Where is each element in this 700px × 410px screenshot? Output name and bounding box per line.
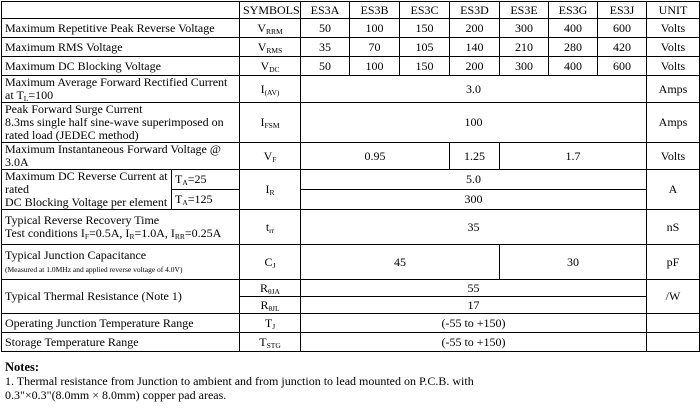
- value-cell: 45: [301, 245, 500, 280]
- unit-cell: /W: [647, 280, 700, 314]
- table-row-ifsm: [2, 103, 700, 143]
- value-cell: 100: [301, 103, 647, 143]
- header-symbols: SYMBOLS: [240, 2, 301, 19]
- header-device-es3e: ES3E: [500, 2, 549, 19]
- value-cell: 150: [400, 19, 450, 38]
- value-cell: 300: [301, 190, 647, 210]
- unit-cell: Volts: [647, 143, 700, 170]
- value-cell: 100: [350, 57, 400, 76]
- header-device-es3a: ES3A: [301, 2, 350, 19]
- symbol-cell: $T_{STG}$: [240, 333, 301, 352]
- header-device-es3d: ES3D: [450, 2, 500, 19]
- symbol-cell: $I_{(AV)}$: [240, 76, 301, 103]
- note-line-1: 1. Thermal resistance from Junction to ambient and from junction to lead mounted on P.C.B. with: [5, 374, 474, 388]
- value-cell: 3.0: [301, 76, 647, 103]
- table-row-tstg: [2, 333, 700, 352]
- header-device-es3g: ES3G: [549, 2, 598, 19]
- value-cell: 140: [450, 38, 500, 57]
- notes-section: [5, 360, 474, 402]
- param-label: Peak Forward Surge Current 8.3ms single half sine-wave superimposed on rated load (JEDEC method): [2, 103, 240, 143]
- symbol-cell: $R_{\theta JA}$: [240, 280, 301, 297]
- param-label: Maximum Average Forward Rectified Current at $T_L=100$: [2, 76, 240, 103]
- value-cell: 150: [400, 57, 450, 76]
- value-cell: 17: [301, 297, 647, 314]
- value-cell: 100: [350, 19, 400, 38]
- value-cell: 70: [350, 38, 400, 57]
- param-label: Typical Thermal Resistance (Note 1): [2, 280, 240, 314]
- header-device-es3c: ES3C: [400, 2, 450, 19]
- value-cell: 400: [549, 57, 598, 76]
- header-blank: [2, 2, 240, 19]
- param-label: Storage Temperature Range: [2, 333, 240, 352]
- unit-cell: [647, 333, 700, 352]
- symbol-cell: $T_J$: [240, 314, 301, 333]
- header-unit: UNIT: [647, 2, 700, 19]
- symbol-cell: $V_{RMS}$: [240, 38, 301, 57]
- value-cell: 210: [500, 38, 549, 57]
- unit-cell: Volts: [647, 19, 700, 38]
- ratings-table: [1, 1, 700, 352]
- value-cell: 30: [500, 245, 647, 280]
- header-device-es3j: ES3J: [598, 2, 647, 19]
- symbol-cell: $V_{DC}$: [240, 57, 301, 76]
- param-label: Typical Junction Capacitance (Measured at 1.0MHz and applied reverse voltage of 4.0V): [2, 245, 240, 280]
- value-cell: 600: [598, 19, 647, 38]
- symbol-cell: $I_{FSM}$: [240, 103, 301, 143]
- header-device-es3b: ES3B: [350, 2, 400, 19]
- unit-cell: nS: [647, 210, 700, 245]
- symbol-cell: $t_{rr}$: [240, 210, 301, 245]
- value-cell: 105: [400, 38, 450, 57]
- table-row-vrms: [2, 38, 700, 57]
- value-cell: 400: [549, 19, 598, 38]
- condition-cell: $T_A=125$: [172, 190, 240, 210]
- value-cell: (-55 to +150): [301, 314, 647, 333]
- table-row-vrrm: [2, 19, 700, 38]
- value-cell: 35: [301, 210, 647, 245]
- value-cell: 50: [301, 57, 350, 76]
- param-label: Maximum DC Blocking Voltage: [2, 57, 240, 76]
- table-row-tj: [2, 314, 700, 333]
- symbol-cell: $I_R$: [240, 170, 301, 210]
- unit-cell: A: [647, 170, 700, 210]
- value-cell: 1.25: [450, 143, 500, 170]
- value-cell: (-55 to +150): [301, 333, 647, 352]
- table-row-trr: [2, 210, 700, 245]
- unit-cell: pF: [647, 245, 700, 280]
- param-label: Operating Junction Temperature Range: [2, 314, 240, 333]
- value-cell: 55: [301, 280, 647, 297]
- table-row-cj: [2, 245, 700, 280]
- param-label: Maximum DC Reverse Current at rated DC Blocking Voltage per element: [2, 170, 172, 210]
- value-cell: 280: [549, 38, 598, 57]
- symbol-cell: $V_{RRM}$: [240, 19, 301, 38]
- value-cell: 200: [450, 19, 500, 38]
- symbol-cell: $V_F$: [240, 143, 301, 170]
- value-cell: 300: [500, 19, 549, 38]
- value-cell: 420: [598, 38, 647, 57]
- table-header-row: [2, 2, 700, 19]
- value-cell: 35: [301, 38, 350, 57]
- unit-cell: Volts: [647, 38, 700, 57]
- table-row-ir-25: [2, 170, 700, 190]
- table-row-iav: [2, 76, 700, 103]
- unit-cell: [647, 314, 700, 333]
- symbol-cell: $R_{\theta JL}$: [240, 297, 301, 314]
- table-row-vdc: [2, 57, 700, 76]
- param-label: Maximum Instantaneous Forward Voltage @ 3.0A: [2, 143, 240, 170]
- value-cell: 1.7: [500, 143, 647, 170]
- value-cell: 200: [450, 57, 500, 76]
- condition-cell: $T_A=25$: [172, 170, 240, 190]
- param-label: Typical Reverse Recovery Time Test conditions $I_F=0.5A$, $I_R=1.0A$, $I_{RR}=0.25A$: [2, 210, 240, 245]
- unit-cell: Amps: [647, 103, 700, 143]
- value-cell: 600: [598, 57, 647, 76]
- unit-cell: Volts: [647, 57, 700, 76]
- value-cell: 5.0: [301, 170, 647, 190]
- symbol-cell: $C_J$: [240, 245, 301, 280]
- value-cell: 50: [301, 19, 350, 38]
- value-cell: 300: [500, 57, 549, 76]
- unit-cell: Amps: [647, 76, 700, 103]
- param-label: Maximum RMS Voltage: [2, 38, 240, 57]
- value-cell: 0.95: [301, 143, 450, 170]
- note-line-2: 0.3"×0.3"(8.0mm × 8.0mm) copper pad areas.: [5, 388, 227, 402]
- param-label: Maximum Repetitive Peak Reverse Voltage: [2, 19, 240, 38]
- table-row-rth-ja: [2, 280, 700, 297]
- notes-title: Notes:: [5, 360, 40, 374]
- table-row-vf: [2, 143, 700, 170]
